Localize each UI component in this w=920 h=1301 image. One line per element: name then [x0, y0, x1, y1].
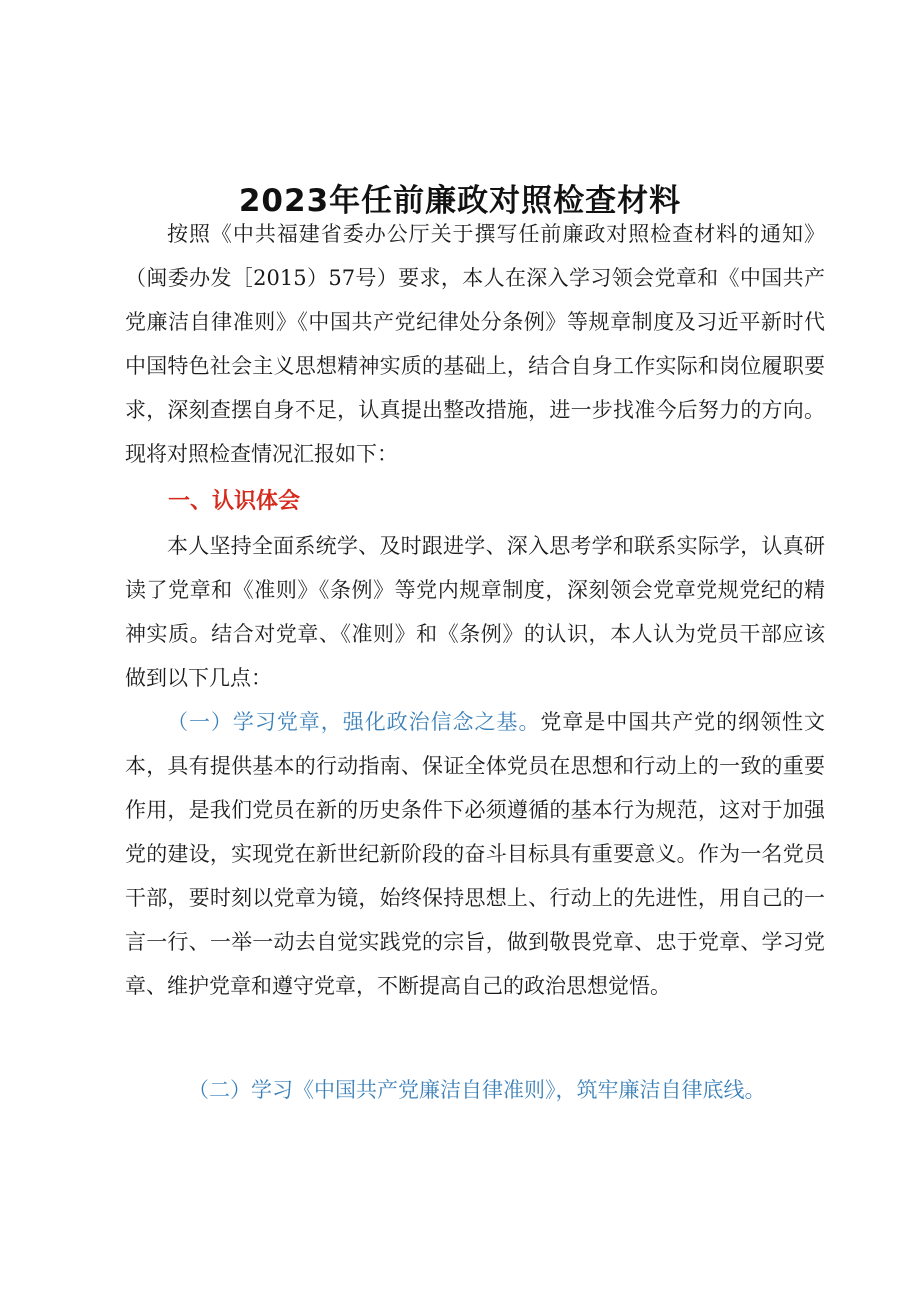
subheading-integrity-code: （二）学习《中国共产党廉洁自律准则》，筑牢廉洁自律底线。 [188, 1078, 766, 1102]
section-heading-recognition: 一、认识体会 [168, 489, 301, 514]
item-paragraph-party-constitution [125, 700, 825, 1008]
subheading-party-constitution: （一）学习党章，强化政治信念之基。 [167, 710, 541, 734]
item-text-party-constitution: 党章是中国共产党的纲领性文本，具有提供基本的行动指南、保证全体党员在思想和行动上的一致的重要作用，是我们党员在新的历史条件下必须遵循的基本行为规范，这对于加强党的建设，实现党在新世纪新阶段的奋斗目标具有重要意义。作为一名党员干部，要时刻以党章为镜，始终保持思想上、行动上的先进性，用自己的一言一行、一举一动去自觉实践党的宗旨，做到敬畏党章、忠于党章、学习党章、维护党章和遵守党章，不断提高自己的政治思想觉悟。 [125, 710, 826, 998]
intro-paragraph: 按照《中共福建省委办公厅关于撰写任前廉政对照检查材料的通知》（闽委办发［2015）57号）要求，本人在深入学习领会党章和《中国共产党廉洁自律准则》《中国共产党纪律处分条例》等规章制度及习近平新时代中国特色社会主义思想精神实质的基础上，结合自身工作实际和岗位履职要求，深刻查摆自身不足，认真提出整改措施，进一步找准今后努力的方向。现将对照检查情况汇报如下： [125, 222, 825, 466]
document-title: 2023年任前廉政对照检查材料 [238, 182, 682, 219]
section-paragraph: 本人坚持全面系统学、及时跟进学、深入思考学和联系实际学，认真研读了党章和《准则》《条例》等党内规章制度，深刻领会党章党规党纪的精神实质。结合对党章、《准则》和《条例》的认识，本人认为党员干部应该做到以下几点： [125, 534, 825, 690]
